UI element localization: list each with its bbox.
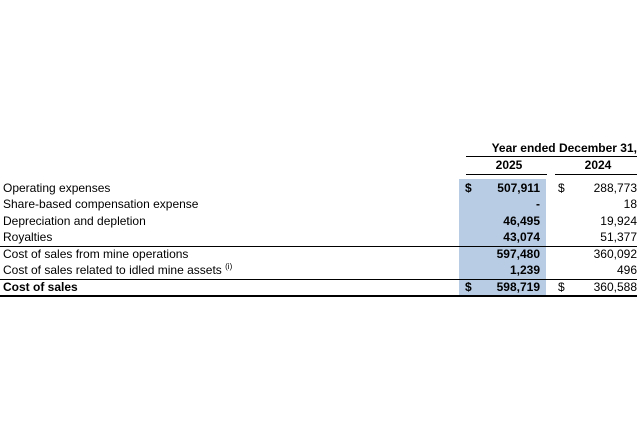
column-header-2024: 2024 xyxy=(584,158,612,172)
underline-2025 xyxy=(466,174,547,175)
value-2025-depreciation-depletion: 46,495 xyxy=(503,214,540,228)
row-label-royalties: Royalties xyxy=(3,230,53,244)
period-heading: Year ended December 31, xyxy=(491,141,637,155)
currency-2025-cost-of-sales-total: $ xyxy=(465,280,472,294)
footnote-marker: (i) xyxy=(225,262,233,271)
idled-mine-assets-label-text: Cost of sales related to idled mine assets xyxy=(3,263,222,277)
value-2024-idled-mine-assets: 496 xyxy=(616,263,637,277)
value-2024-depreciation-depletion: 19,924 xyxy=(600,214,637,228)
total-rule-top xyxy=(0,279,637,280)
currency-2025-operating-expenses: $ xyxy=(465,181,472,195)
row-label-idled-mine-assets xyxy=(3,262,232,278)
value-2025-share-based-compensation: - xyxy=(536,197,540,211)
value-2024-cost-of-sales-total: 360,588 xyxy=(593,280,637,294)
value-2025-operating-expenses: 507,911 xyxy=(497,181,540,195)
value-2025-royalties: 43,074 xyxy=(503,230,540,244)
value-2024-share-based-compensation: 18 xyxy=(623,197,637,211)
value-2025-cost-of-sales-total: 598,719 xyxy=(496,280,540,294)
row-label-cost-of-sales-total: Cost of sales xyxy=(3,280,78,294)
value-2025-idled-mine-assets: 1,239 xyxy=(509,263,540,277)
total-rule-bottom xyxy=(0,295,637,297)
currency-2024-cost-of-sales-total: $ xyxy=(558,280,565,294)
value-2024-royalties: 51,377 xyxy=(600,230,637,244)
underline-2024 xyxy=(555,174,637,175)
row-label-depreciation-depletion: Depreciation and depletion xyxy=(3,214,146,228)
row-label-share-based-compensation: Share-based compensation expense xyxy=(3,197,199,211)
value-2025-cost-of-sales-mine-operations: 597,480 xyxy=(496,247,540,261)
column-header-2025: 2025 xyxy=(495,158,523,172)
row-label-operating-expenses: Operating expenses xyxy=(3,181,111,195)
value-2024-cost-of-sales-mine-operations: 360,092 xyxy=(593,247,637,261)
currency-2024-operating-expenses: $ xyxy=(558,181,565,195)
row-label-cost-of-sales-mine-operations: Cost of sales from mine operations xyxy=(3,247,189,261)
value-2024-operating-expenses: 288,773 xyxy=(593,181,637,195)
